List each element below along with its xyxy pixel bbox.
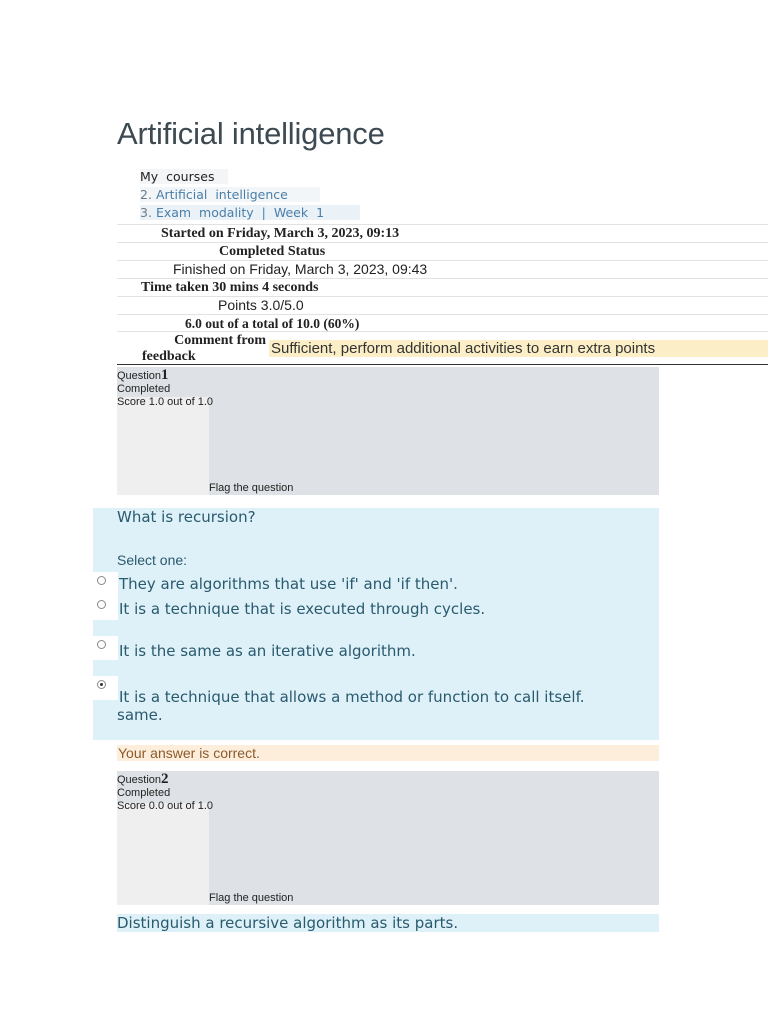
question-number: 1 — [161, 367, 169, 383]
comment-label — [142, 333, 266, 365]
breadcrumb-my-courses[interactable] — [140, 169, 228, 184]
answer-option-3[interactable] — [93, 636, 659, 662]
breadcrumb-label: Exam modality | Week 1 — [155, 205, 325, 220]
breadcrumb-label: Artificial intelligence — [155, 187, 288, 202]
question-score: Score 1.0 out of 1.0 — [117, 396, 214, 408]
time-taken-text: Time taken 30 mins 4 seconds — [141, 280, 319, 295]
breadcrumb-label: My courses — [140, 169, 215, 184]
radio-button-selected[interactable] — [97, 680, 106, 689]
points-text: Points 3.0/5.0 — [218, 297, 304, 313]
radio-button[interactable] — [97, 576, 106, 585]
question-state: Completed — [117, 787, 171, 799]
flag-question-link[interactable]: Flag the question — [209, 482, 294, 494]
summary-started-row — [117, 224, 768, 242]
page-title: Artificial intelligence — [117, 116, 385, 151]
breadcrumb-course[interactable] — [140, 187, 320, 202]
answer-option-2[interactable] — [93, 596, 659, 620]
select-one-label: Select one: — [117, 552, 188, 568]
status-text: Completed Status — [219, 244, 326, 259]
answer-option-1[interactable] — [93, 572, 659, 596]
flag-question-link[interactable]: Flag the question — [209, 892, 294, 904]
question-1-info — [117, 367, 659, 495]
grade-text: 6.0 out of a total of 10.0 (60%) — [185, 316, 360, 331]
question-label: Question — [117, 370, 162, 382]
question-score: Score 0.0 out of 1.0 — [117, 800, 214, 812]
summary-points-row — [117, 296, 768, 314]
answer-feedback: Your answer is correct. — [117, 745, 659, 761]
answer-text: It is the same as an iterative algorithm. — [119, 642, 416, 660]
question-state: Completed — [117, 383, 171, 395]
attempt-summary — [117, 224, 768, 332]
question-1-body — [93, 508, 659, 740]
comment-label-line2: feedback — [142, 349, 196, 364]
breadcrumb-number: 3. — [140, 205, 152, 220]
question-meta — [117, 773, 213, 813]
question-text: What is recursion? — [117, 508, 256, 526]
question-2-text: Distinguish a recursive algorithm as its parts. — [117, 914, 659, 932]
answer-text: It is a technique that is executed through cycles. — [119, 600, 486, 618]
answer-text-continued: same. — [117, 706, 163, 724]
answer-option-4[interactable] — [93, 676, 659, 726]
summary-status-row — [117, 242, 768, 260]
comment-label-line1: Comment from — [174, 333, 266, 348]
question-meta — [117, 369, 213, 409]
summary-time-row — [117, 278, 768, 296]
radio-cell — [93, 596, 118, 620]
question-number: 2 — [161, 771, 169, 787]
breadcrumb-exam[interactable] — [140, 205, 360, 220]
answer-text: They are algorithms that use 'if' and 'if then'. — [119, 575, 458, 593]
summary-grade-row — [117, 314, 768, 332]
question-label: Question — [117, 774, 162, 786]
started-text: Started on Friday, March 3, 2023, 09:13 — [161, 226, 400, 241]
radio-button[interactable] — [97, 640, 106, 649]
summary-comment-row — [117, 331, 768, 365]
radio-button[interactable] — [97, 600, 106, 609]
breadcrumb-number: 2. — [140, 187, 152, 202]
question-info-side-panel — [117, 397, 209, 495]
question-info-side-panel — [117, 803, 209, 905]
question-2-info — [117, 771, 659, 905]
radio-cell — [93, 572, 118, 596]
comment-feedback-text: Sufficient, perform additional activities to earn extra points — [269, 340, 768, 357]
answer-text: It is a technique that allows a method or function to call itself. — [119, 688, 585, 706]
radio-cell — [93, 636, 118, 660]
radio-cell — [93, 676, 118, 700]
summary-finished-row — [117, 260, 768, 278]
finished-text: Finished on Friday, March 3, 2023, 09:43 — [173, 261, 428, 277]
